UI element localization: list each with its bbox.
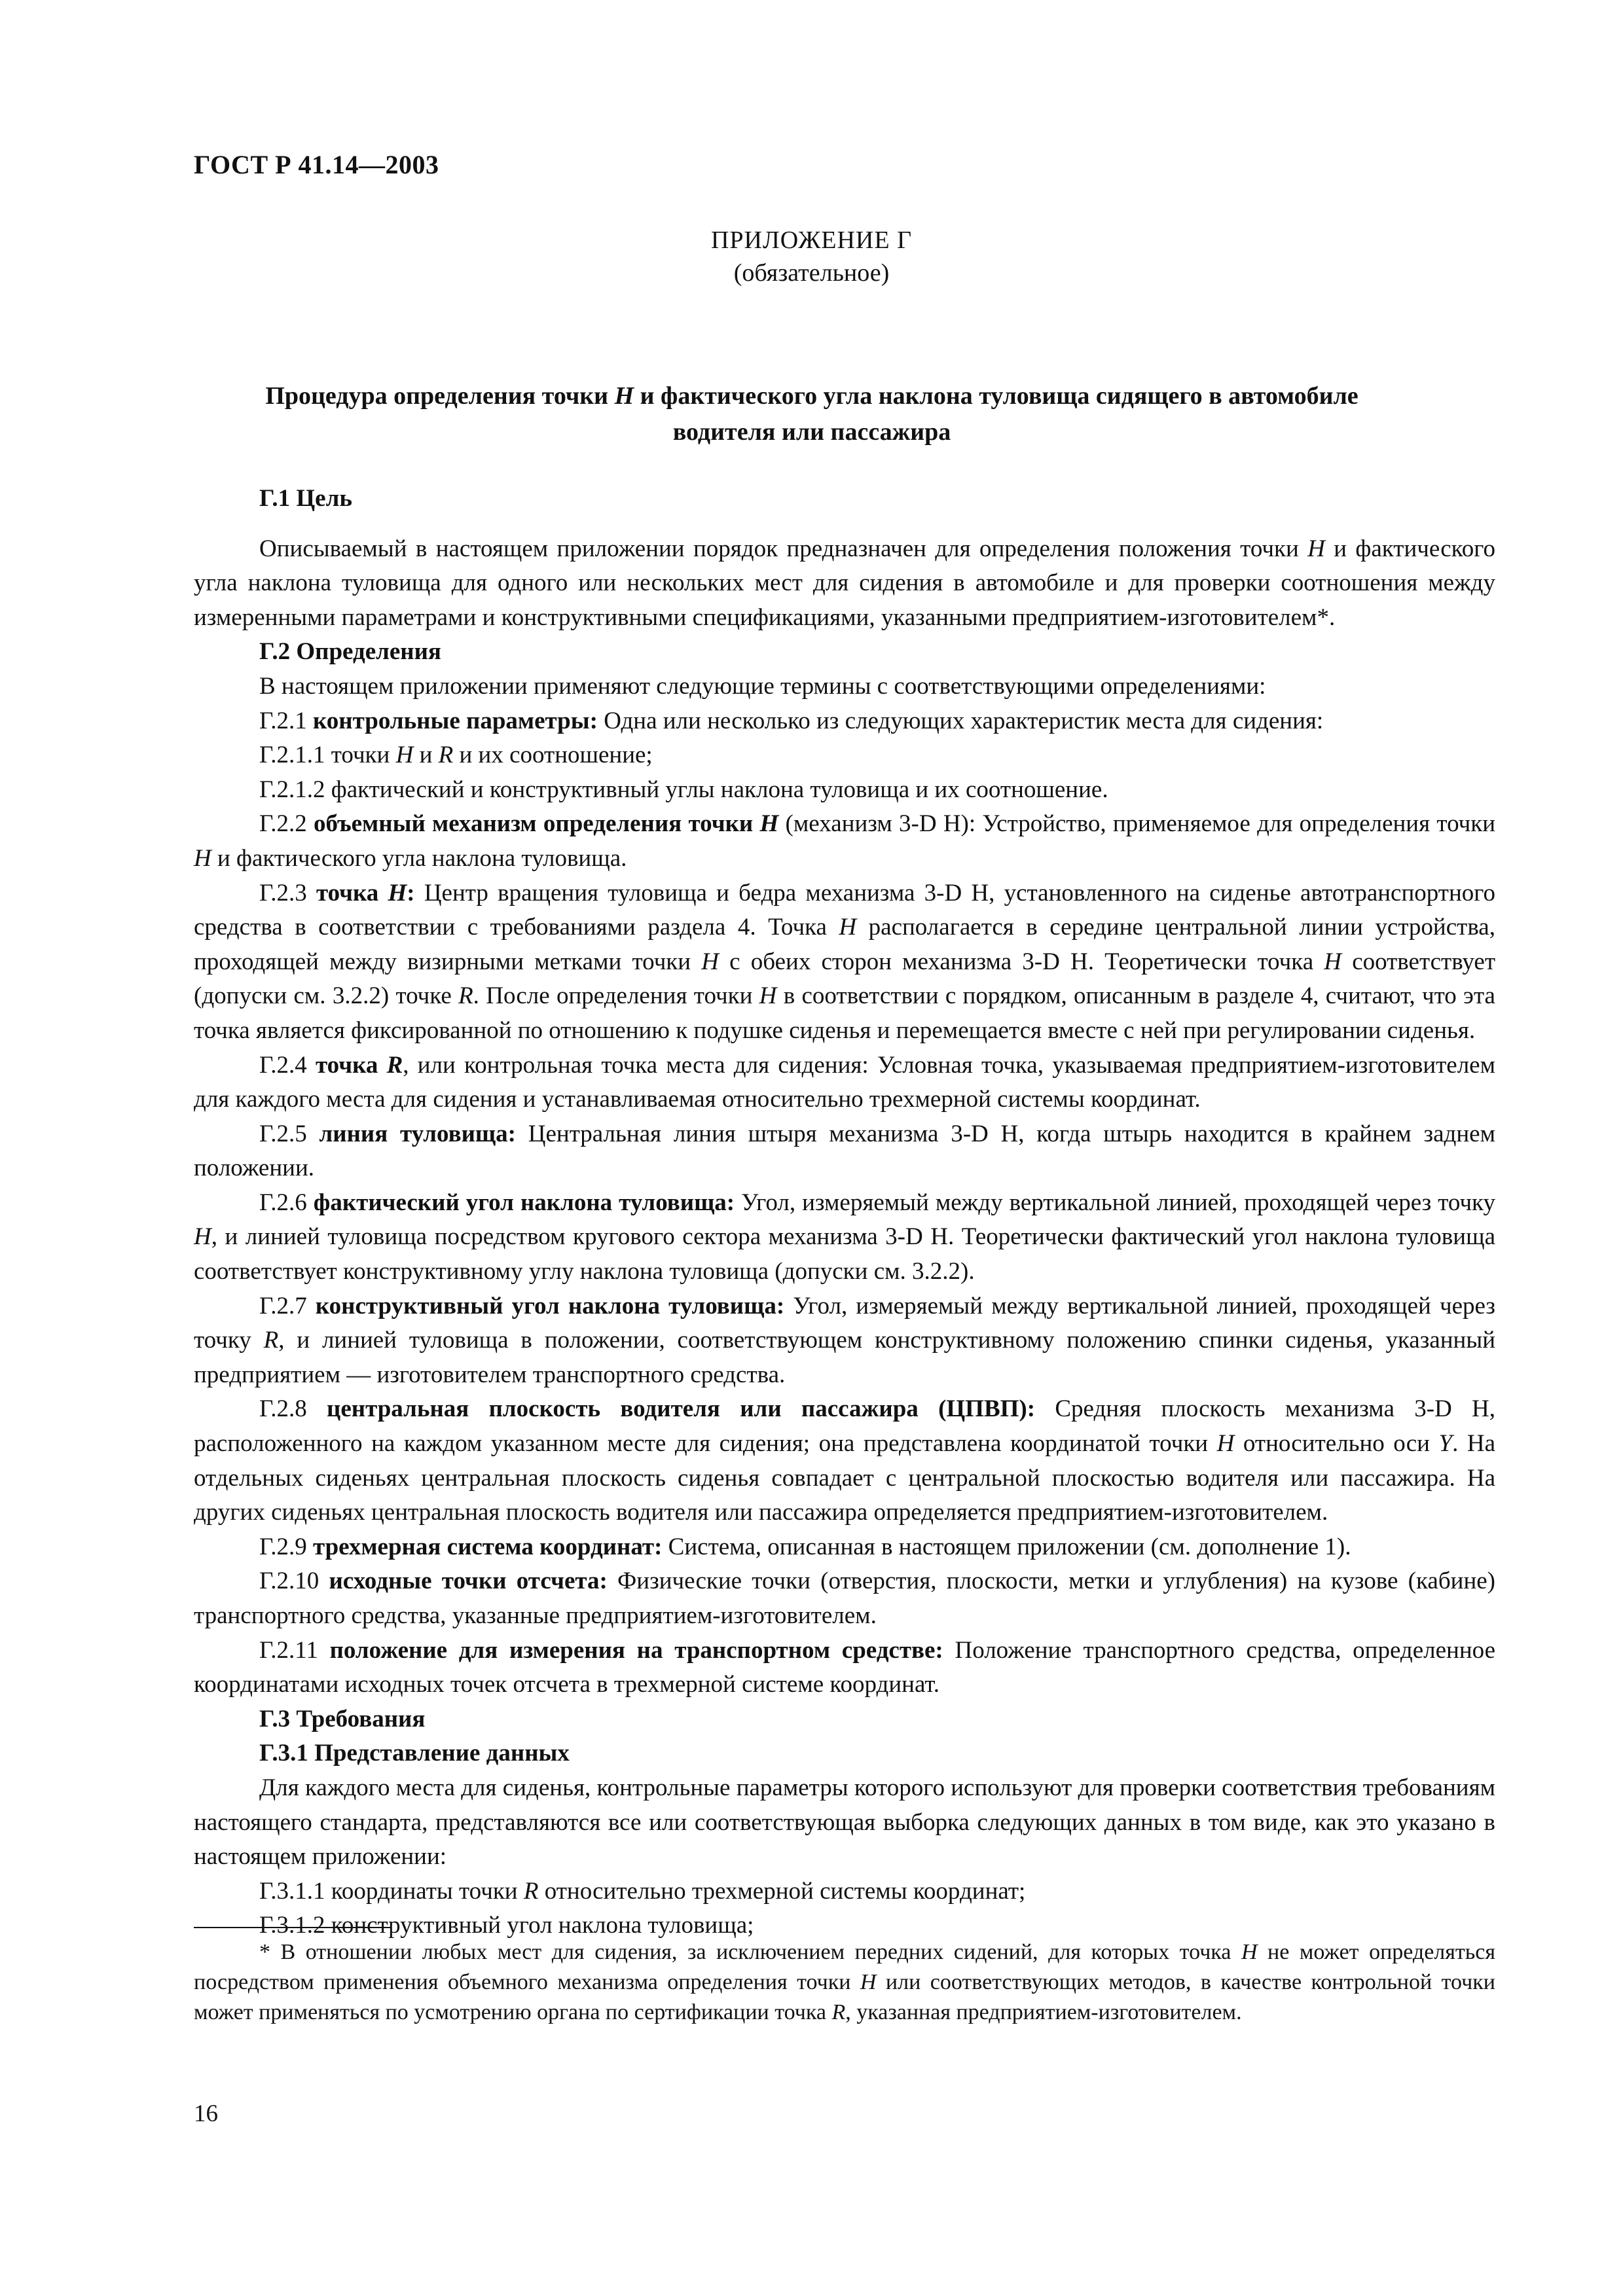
paragraph-g3-1-2: Г.3.1.2 конструктивный угол наклона туловища;	[259, 1912, 754, 1939]
paragraph-g2-8: Г.2.8 центральная плоскость водителя или пассажира (ЦПВП): Средняя плоскость механизма 3-D H, расположенного на каждом указанном месте для сидения; она представлена координатой точки H относительно оси Y. На отдельных сиденьях центральная плоскость сиденья совпадает с центральной плоскостью водителя или пассажира. На других сиденьях центральная плоскость водителя или пассажира определяется предприятием-изготовителем.	[194, 1395, 1496, 1526]
paragraph-g2-intro: В настоящем приложении применяют следующие термины с соответствующими определениями:	[259, 672, 1266, 700]
paragraph-g2-2: Г.2.2 объемный механизм определения точки H (механизм 3-D H): Устройство, применяемое для определения точки H и фактического угла наклона туловища.	[194, 810, 1496, 872]
paragraph-g3-1: Для каждого места для сиденья, контрольные параметры которого используют для проверки соответствия требованиям настоящего стандарта, представляются все или соответствующая выборка следующих данных в том виде, как это указано в настоящем приложении:	[194, 1774, 1495, 1871]
paragraph-g2-10: Г.2.10 исходные точки отсчета: Физические точки (отверстия, плоскости, метки и углубления) на кузове (кабине) транспортного средства, указанные предприятием-изготовителем.	[194, 1568, 1495, 1629]
section-heading-g2: Г.2 Определения	[259, 638, 441, 666]
paragraph-g2-3: Г.2.3 точка H: Центр вращения туловища и бедра механизма 3-D H, установленного на сиденье автотранспортного средства в соответствии с требованиями раздела 4. Точка H располагается в середине центральной линии устройства, проходящей между визирными метками точки H с обеих сторон механизма 3-D H. Теоретически точка H соответствует (допуски см. 3.2.2) точке R. После определения точки H в соответствии с порядком, описанным в разделе 4, считают, что эта точка является фиксированной по отношению к подушке сиденья и перемещается вместе с ней при регулировании сиденья.	[194, 879, 1496, 1044]
section-heading-g3: Г.3 Требования	[259, 1705, 426, 1732]
title-point-h: H	[614, 382, 634, 410]
appendix-subtitle: (обязательное)	[733, 259, 890, 287]
paragraph-g2-5: Г.2.5 линия туловища: Центральная линия штыря механизма 3-D H, когда штырь находится в крайнем заднем положении.	[194, 1120, 1495, 1182]
title-text: водителя или пассажира	[672, 418, 951, 446]
section-heading-g1: Г.1 Цель	[259, 485, 352, 512]
subsection-heading-g3-1: Г.3.1 Представление данных	[259, 1740, 570, 1767]
paragraph-g2-1: Г.2.1 контрольные параметры: Одна или несколько из следующих характеристик места для сидения:	[259, 707, 1324, 734]
paragraph-g2-7: Г.2.7 конструктивный угол наклона туловища: Угол, измеряемый между вертикальной линией, проходящей через точку R, и линией туловища в положении, соответствующем конструктивному положению спинки сиденья, указанный предприятием — изготовителем транспортного средства.	[194, 1292, 1495, 1388]
appendix-title: ПРИЛОЖЕНИЕ Г	[710, 226, 913, 254]
paragraph-g2-11: Г.2.11 положение для измерения на транспортном средстве: Положение транспортного средства, определенное координатами исходных точек отсчета в трехмерной системе координат.	[194, 1636, 1496, 1698]
footnote: * В отношении любых мест для сидения, за исключением передних сидений, для которых точка H не может определяться посредством применения объемного механизма определения точки H или соответствующих методов, в качестве контрольной точки может применяться по усмотрению органа по сертификации точка R, указанная предприятием-изготовителем.	[194, 1940, 1495, 2024]
paragraph-g2-1-1: Г.2.1.1 точки H и R и их соотношение;	[259, 742, 653, 769]
title-text: и фактического угла наклона туловища сидящего в автомобиле	[634, 382, 1359, 410]
paragraph-g2-1-2: Г.2.1.2 фактический и конструктивный углы наклона туловища и их соотношение.	[259, 776, 1108, 803]
page-number: 16	[194, 2100, 218, 2127]
document-code: ГОСТ Р 41.14—2003	[194, 150, 439, 179]
paragraph-g1: Описываемый в настоящем приложении порядок предназначен для определения положения точки H и фактического угла наклона туловища для одного или нескольких мест для сидения в автомобиле и для проверки соотношения между измеренными параметрами и конструктивными спецификациями, указанными предприятием-изготовителем*.	[194, 535, 1495, 631]
body-text	[194, 482, 1495, 1943]
main-title	[223, 378, 1401, 450]
title-text: Процедура определения точки	[265, 382, 615, 410]
paragraph-g2-6: Г.2.6 фактический угол наклона туловища: Угол, измеряемый между вертикальной линией, проходящей через точку H, и линией туловища посредством кругового сектора механизма 3-D H. Теоретически фактический угол наклона туловища соответствует конструктивному углу наклона туловища (допуски см. 3.2.2).	[194, 1189, 1496, 1285]
footnote-divider	[194, 1927, 390, 1928]
paragraph-g3-1-1: Г.3.1.1 координаты точки R относительно трехмерной системы координат;	[259, 1877, 1026, 1905]
paragraph-g2-9: Г.2.9 трехмерная система координат: Система, описанная в настоящем приложении (см. дополнение 1).	[259, 1533, 1351, 1560]
paragraph-g2-4: Г.2.4 точка R, или контрольная точка места для сидения: Условная точка, указываемая предприятием-изготовителем для каждого места для сидения и устанавливаемая относительно трехмерной системы координат.	[194, 1051, 1496, 1113]
